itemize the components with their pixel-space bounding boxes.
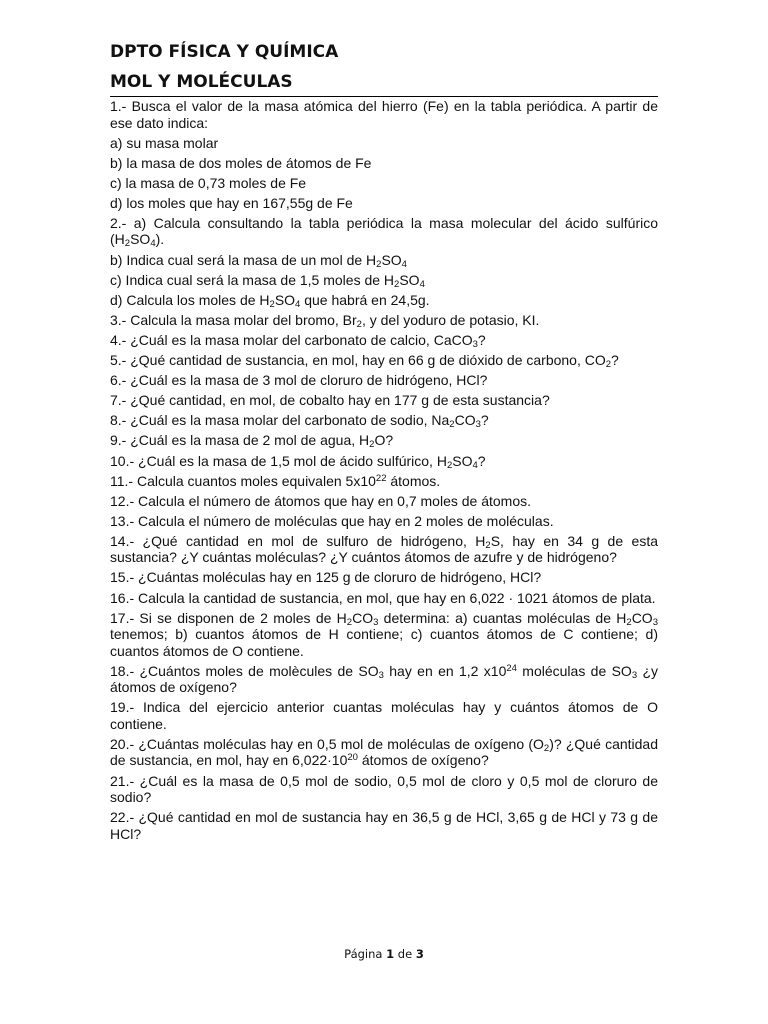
superscript: 22 [375,472,387,484]
exercise-text: 18.- ¿Cuántos moles de molècules de SO [110,662,379,679]
exercise-text: ? [477,331,486,348]
exercise-text: ). [155,231,165,248]
exercise-text: ? [611,352,619,369]
subscript: 2 [124,238,131,250]
exercise-line [110,292,658,309]
superscript: 20 [347,752,358,764]
exercise-text: 16.- Calcula la cantidad de sustancia, en mol, que hay en 6,022 · 1021 átomos de plata. [110,589,656,606]
exercise-text: 11.- Calcula cuantos moles equivalen 5x10 [110,472,376,489]
document-title: MOL Y MOLÉCULAS [110,72,293,92]
exercise-line [110,352,658,369]
subscript: 2 [394,278,400,290]
subscript: 2 [543,742,550,754]
exercise-text: CO [352,609,374,626]
exercise-text: d) Calcula los moles de H [110,291,270,308]
subscript: 2 [369,439,375,451]
exercise-text: 15.- ¿Cuántas moléculas hay en 125 g de cloruro de hidrógeno, HCl? [110,569,542,586]
subscript: 3 [378,669,384,681]
exercise-line [110,372,658,389]
exercise-line [110,663,658,696]
exercise-text: b) Indica cual será la masa de un mol de H [110,251,377,268]
exercise-line [110,412,658,429]
exercise-line [110,610,658,660]
document-header [110,40,658,97]
exercise-line [110,736,658,769]
exercise-line [110,155,658,172]
exercise-line [110,590,658,607]
subscript: 4 [401,258,407,270]
exercise-text: 10.- ¿Cuál es la masa de 1,5 mol de ácido sulfúrico, H [110,452,447,469]
exercise-line [110,473,658,490]
exercise-line [110,392,658,409]
subscript: 4 [150,238,156,250]
exercise-text: 4.- ¿Cuál es la masa molar del carbonato de calcio, CaCO [110,331,473,348]
exercise-text: 14.- ¿Qué cantidad en mol de sulfuro de hidrógeno, H [110,532,486,549]
exercise-line [110,533,658,566]
exercise-text: 5.- ¿Qué cantidad de sustancia, en mol, hay en 66 g de dióxido de carbono, CO [110,352,606,369]
subscript: 2 [356,318,362,330]
exercise-text: SO [274,291,296,308]
subscript: 2 [376,258,382,270]
exercise-line [110,809,658,842]
total-pages-number: 3 [415,947,424,961]
exercise-line [110,252,658,269]
page-label-middle: de [394,947,416,961]
subscript: 2 [346,616,353,628]
subscript: 2 [605,359,612,371]
subscript: 3 [631,669,638,681]
subscript: 3 [373,616,379,628]
exercise-text: 7.- ¿Qué cantidad, en mol, de cobalto hay en 177 g de esta sustancia? [110,392,550,409]
exercise-text: 12.- Calcula el número de átomos que hay en 0,7 moles de átomos. [110,492,532,509]
exercise-line [110,135,658,152]
subscript: 2 [446,459,453,471]
exercise-text: )? ¿Qué cantidad de sustancia, en mol, hay en 6,022·10 [110,735,659,769]
exercise-text: a) su masa molar [110,134,219,151]
exercise-line [110,332,658,349]
subscript: 3 [472,338,478,350]
exercise-line [110,493,658,510]
exercise-list [110,98,658,846]
exercise-text: 17.- Si se disponen de 2 moles de H [110,609,347,626]
exercise-text: hay en en 1,2 x10 [383,662,507,679]
exercise-text: , y del yoduro de potasio, KI. [361,311,540,328]
subscript: 4 [472,459,478,471]
exercise-text: SO [399,271,420,288]
exercise-text: moléculas de SO [516,662,632,679]
page-footer [0,947,768,961]
exercise-text: 19.- Indica del ejercicio anterior cuantas moléculas hay y cuántos átomos de O contiene. [110,699,658,732]
exercise-text: 8.- ¿Cuál es la masa molar del carbonato de sodio, Na [110,412,450,429]
exercise-text: b) la masa de dos moles de átomos de Fe [110,154,372,171]
superscript: 24 [506,662,517,674]
exercise-text: 13.- Calcula el número de moléculas que hay en 2 moles de moléculas. [110,512,554,529]
exercise-text: tenemos; b) cuantos átomos de H contiene; c) cuantos átomos de C contiene; d) cuantos átomos de O contiene. [110,626,658,659]
exercise-text: 1.- Busca el valor de la masa atómica del hierro (Fe) en la tabla periódica. A partir de ese dato indica: [110,98,658,131]
current-page-number: 1 [386,947,395,961]
exercise-line [110,98,658,131]
exercise-line [110,195,658,212]
exercise-line [110,215,658,248]
subscript: 2 [449,419,455,431]
subscript: 4 [419,278,425,290]
exercise-line [110,432,658,449]
exercise-text: CO [631,609,653,626]
department-title: DPTO FÍSICA Y QUÍMICA [110,42,339,62]
exercise-line [110,513,658,530]
exercise-line [110,312,658,329]
title-underline [110,96,658,97]
exercise-text: SO [381,251,402,268]
exercise-text: SO [130,231,151,248]
subscript: 2 [485,539,491,551]
exercise-text: determina: a) cuantas moléculas de H [378,609,627,626]
exercise-text: c) Indica cual será la masa de 1,5 moles de H [110,271,395,288]
page-label-prefix: Página [344,947,387,961]
exercise-text: S, hay en 34 g de esta sustancia? ¿Y cuántas moléculas? ¿Y cuántos átomos de azufre y de hidrógeno? [110,532,658,566]
exercise-text: átomos de oxígeno? [357,752,489,769]
exercise-text: SO [452,452,473,469]
exercise-text: 6.- ¿Cuál es la masa de 3 mol de cloruro de hidrógeno, HCl? [110,372,488,389]
exercise-line [110,272,658,289]
exercise-text: 2.- a) Calcula consultando la tabla periódica la masa molecular del ácido sulfúrico (H [110,214,658,248]
exercise-line [110,569,658,586]
subscript: 3 [475,419,481,431]
exercise-text: 3.- Calcula la masa molar del bromo, Br [110,311,357,328]
exercise-text: 20.- ¿Cuántas moléculas hay en 0,5 mol de moléculas de oxígeno (O [110,735,544,752]
exercise-text: 21.- ¿Cuál es la masa de 0,5 mol de sodio, 0,5 mol de cloro y 0,5 mol de cloruro de sodio? [110,772,658,806]
exercise-text: ? [480,412,489,429]
exercise-line [110,175,658,192]
exercise-text: O? [374,432,394,449]
subscript: 2 [626,616,632,628]
exercise-text: CO [454,412,476,429]
subscript: 3 [652,616,658,628]
exercise-text: átomos. [386,472,441,489]
subscript: 4 [295,298,301,310]
exercise-text: que habrá en 24,5g. [300,291,430,308]
exercise-text: 9.- ¿Cuál es la masa de 2 mol de agua, H [110,432,370,449]
exercise-text: d) los moles que hay en 167,55g de Fe [110,194,353,211]
exercise-line [110,453,658,470]
exercise-line [110,699,658,732]
exercise-text: ¿y átomos de oxígeno? [110,662,659,696]
exercise-text: c) la masa de 0,73 moles de Fe [110,174,307,191]
exercise-text: 22.- ¿Qué cantidad en mol de sustancia hay en 36,5 g de HCl, 3,65 g de HCl y 73 g de HCl? [110,809,658,842]
exercise-line [110,773,658,806]
exercise-text: ? [477,452,486,469]
subscript: 2 [269,298,275,310]
